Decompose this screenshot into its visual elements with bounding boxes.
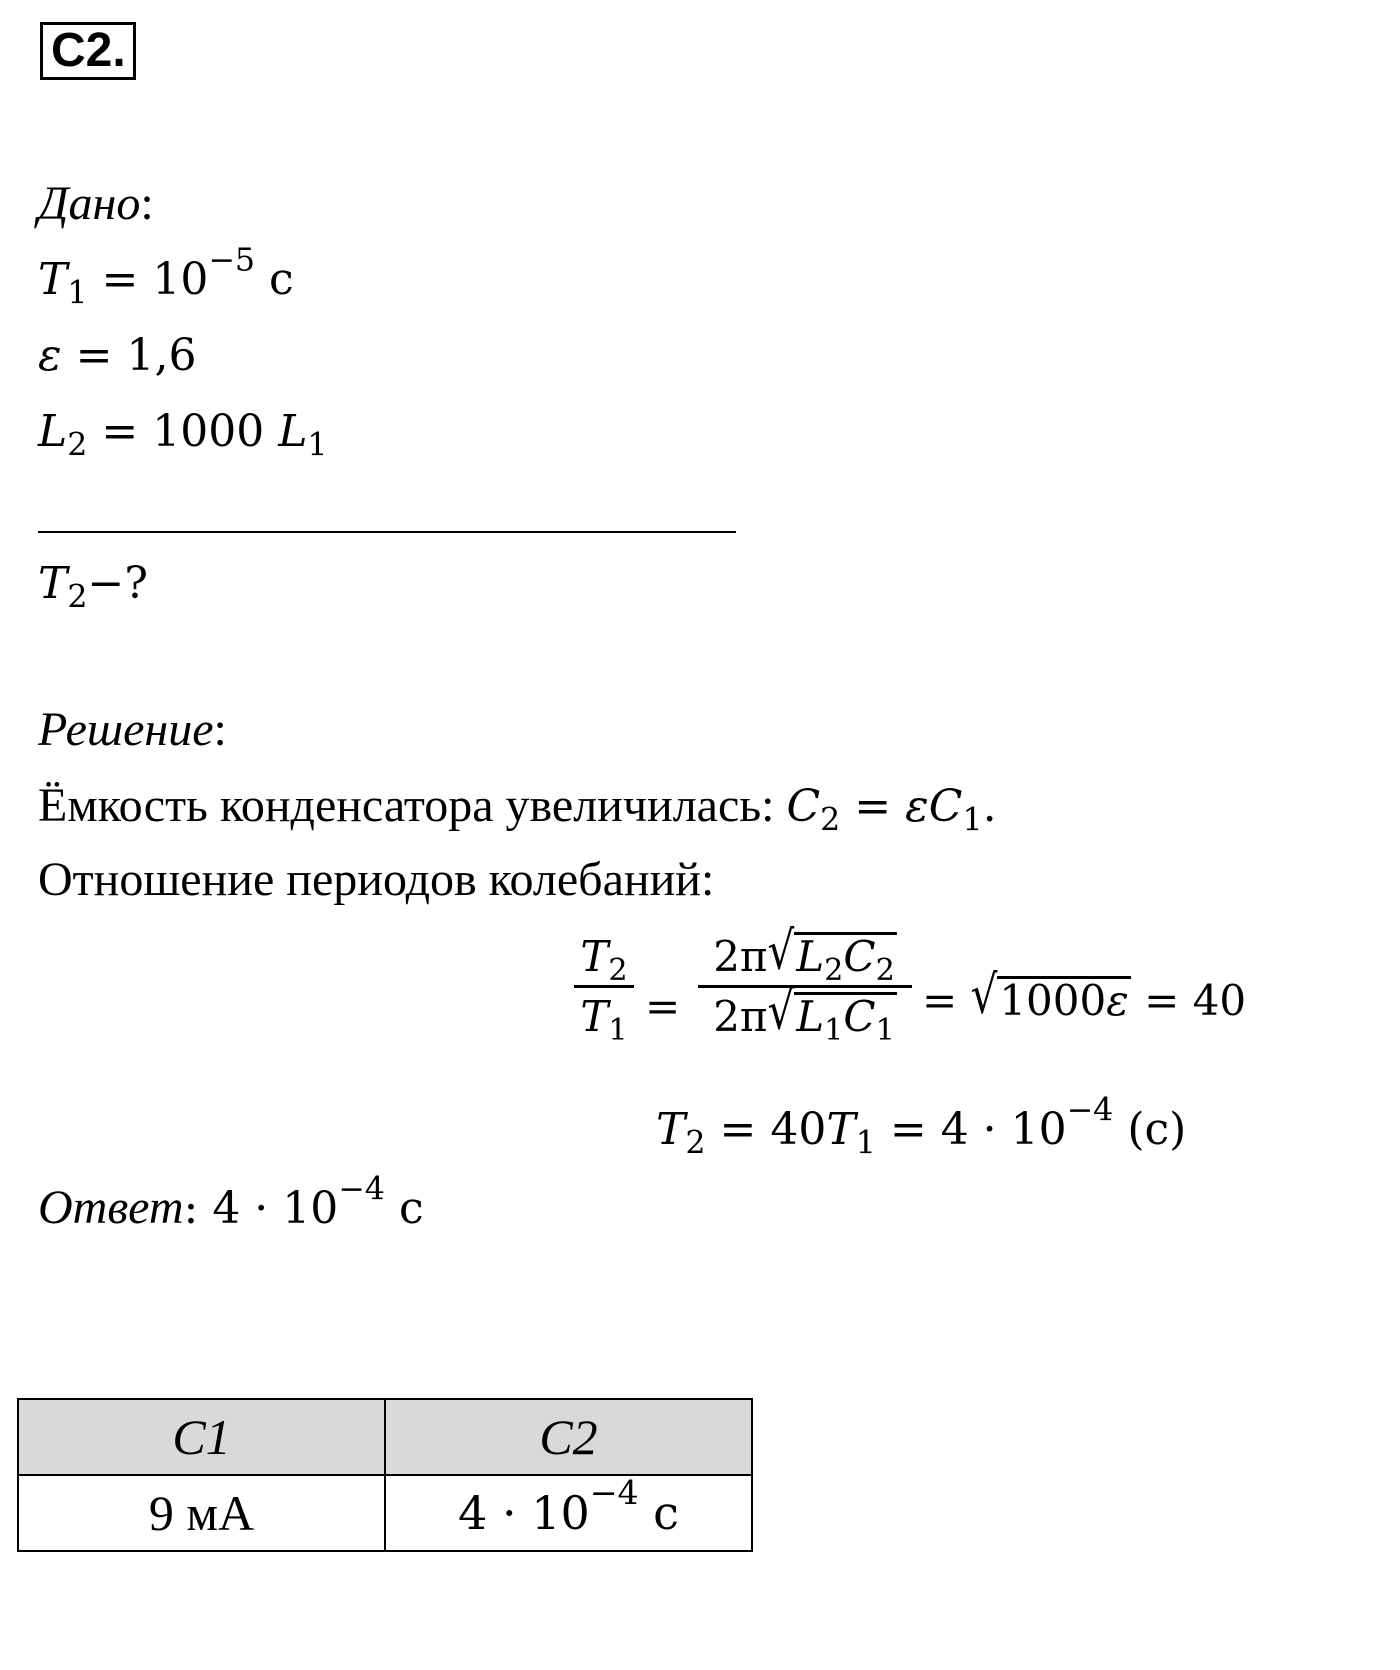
- l2-in-root-sub: 2: [824, 953, 844, 989]
- table-cell-c2: [385, 1475, 752, 1551]
- answer-base: 4 · 10: [212, 1183, 339, 1234]
- result-t2-sub: 2: [685, 1125, 706, 1162]
- result-equation: [656, 1092, 1187, 1162]
- result-t1: T: [826, 1104, 856, 1155]
- solution-label: Решение: [38, 703, 214, 756]
- table-cell-c1: 9 мА: [18, 1475, 385, 1551]
- period-fraction: [698, 919, 912, 1049]
- answer-line: [38, 1171, 424, 1237]
- sqrt-eps: ε: [1106, 976, 1129, 1025]
- ratio-denominator: [574, 992, 634, 1049]
- sqrt-value: 1000: [999, 976, 1107, 1025]
- table-c2-unit: с: [638, 1486, 679, 1540]
- sqrt-icon: √: [767, 979, 795, 1041]
- find-symbol: T: [38, 558, 68, 609]
- period-den-radicand: [794, 992, 897, 1049]
- result-exp: −4: [1066, 1092, 1114, 1129]
- find-rest: −?: [87, 558, 148, 609]
- given-label: Дано: [38, 177, 141, 230]
- result-unit: (с): [1113, 1104, 1187, 1155]
- c1-in-root-sub: 1: [875, 1013, 895, 1049]
- table-row: [18, 1475, 752, 1551]
- result-rhs: = 4 · 10: [875, 1104, 1067, 1155]
- c2-in-root: C: [843, 932, 876, 981]
- ratio-tail: = 40: [1130, 976, 1247, 1025]
- c1-sub: 1: [962, 802, 983, 839]
- ratio-num-sub: 2: [608, 953, 628, 989]
- answer-unit: с: [384, 1183, 424, 1234]
- eps-value: = 1,6: [61, 330, 197, 381]
- capacity-eq: =: [840, 781, 906, 832]
- result-t2: T: [656, 1104, 686, 1155]
- c2-in-root-sub: 2: [875, 953, 895, 989]
- period-numerator: [698, 919, 912, 989]
- t1-unit: с: [255, 254, 294, 305]
- table-header-c2: C2: [385, 1399, 752, 1475]
- answer-label: Ответ: [38, 1181, 184, 1234]
- l2-value: = 1000: [87, 406, 279, 457]
- c1-symbol: C: [928, 781, 963, 832]
- given-divider: [38, 531, 736, 533]
- answer-colon: :: [183, 1183, 213, 1234]
- period-den-prefix: 2π: [713, 992, 768, 1041]
- c2-symbol: C: [786, 781, 821, 832]
- find-t2: [38, 556, 148, 616]
- eps-symbol: ε: [38, 330, 62, 381]
- capacity-eps: ε: [905, 781, 929, 832]
- result-mid: = 40: [705, 1104, 827, 1155]
- ratio-equals-1: =: [645, 982, 681, 1031]
- ratio-numerator: [574, 932, 634, 989]
- capacity-text: Ёмкость конденсатора увеличилась:: [38, 779, 787, 832]
- table-header-row: [18, 1399, 752, 1475]
- answer-value: [183, 1171, 424, 1234]
- t1-symbol: T: [38, 254, 68, 305]
- answer-exp: −4: [338, 1171, 385, 1208]
- l1-in-root-sub: 1: [824, 1013, 844, 1049]
- period-num-prefix: 2π: [713, 932, 768, 981]
- given-l2: [38, 404, 328, 464]
- answers-table: [17, 1398, 753, 1552]
- ratio-result: [922, 963, 1247, 1025]
- table-c2-base: 4 · 10: [458, 1486, 590, 1540]
- period-num-radicand: [794, 932, 897, 989]
- sqrt-icon: √: [970, 963, 998, 1025]
- result-t1-sub: 1: [855, 1125, 876, 1162]
- problem-number-badge: C2.: [40, 22, 136, 80]
- solution-line-2: Отношение периодов колебаний:: [38, 853, 715, 906]
- solution-heading: [38, 702, 227, 758]
- given-eps: [38, 328, 196, 384]
- ratio-num-symbol: T: [580, 932, 609, 981]
- given-colon: :: [140, 177, 154, 230]
- table-header-c1: C1: [18, 1399, 385, 1475]
- table-c2-exp: −4: [589, 1473, 639, 1513]
- ratio-den-sub: 1: [608, 1013, 628, 1049]
- ratio-fraction: [574, 932, 634, 1049]
- given-heading: [38, 176, 154, 232]
- solution-line-1: [38, 778, 997, 839]
- given-t1: [38, 242, 294, 312]
- l2-sub: 2: [67, 427, 88, 464]
- find-sub: 2: [67, 579, 88, 616]
- t1-exp: −5: [208, 242, 256, 279]
- sqrt-1000-eps: [997, 976, 1130, 1023]
- period-denominator: [698, 979, 912, 1049]
- solution-colon: :: [213, 703, 227, 756]
- l1-symbol: L: [278, 406, 308, 457]
- t1-value: = 10: [87, 254, 209, 305]
- l2-symbol: L: [38, 406, 68, 457]
- capacity-formula: [786, 781, 997, 839]
- t1-sub: 1: [67, 275, 88, 312]
- c1-in-root: C: [843, 992, 876, 1041]
- l1-in-root: L: [796, 992, 825, 1041]
- l2-in-root: L: [796, 932, 825, 981]
- ratio-equals-2: =: [922, 976, 958, 1025]
- sqrt-icon: √: [767, 919, 795, 981]
- c2-sub: 2: [820, 802, 841, 839]
- capacity-end: .: [982, 781, 997, 832]
- l1-sub: 1: [307, 427, 328, 464]
- ratio-den-symbol: T: [580, 992, 609, 1041]
